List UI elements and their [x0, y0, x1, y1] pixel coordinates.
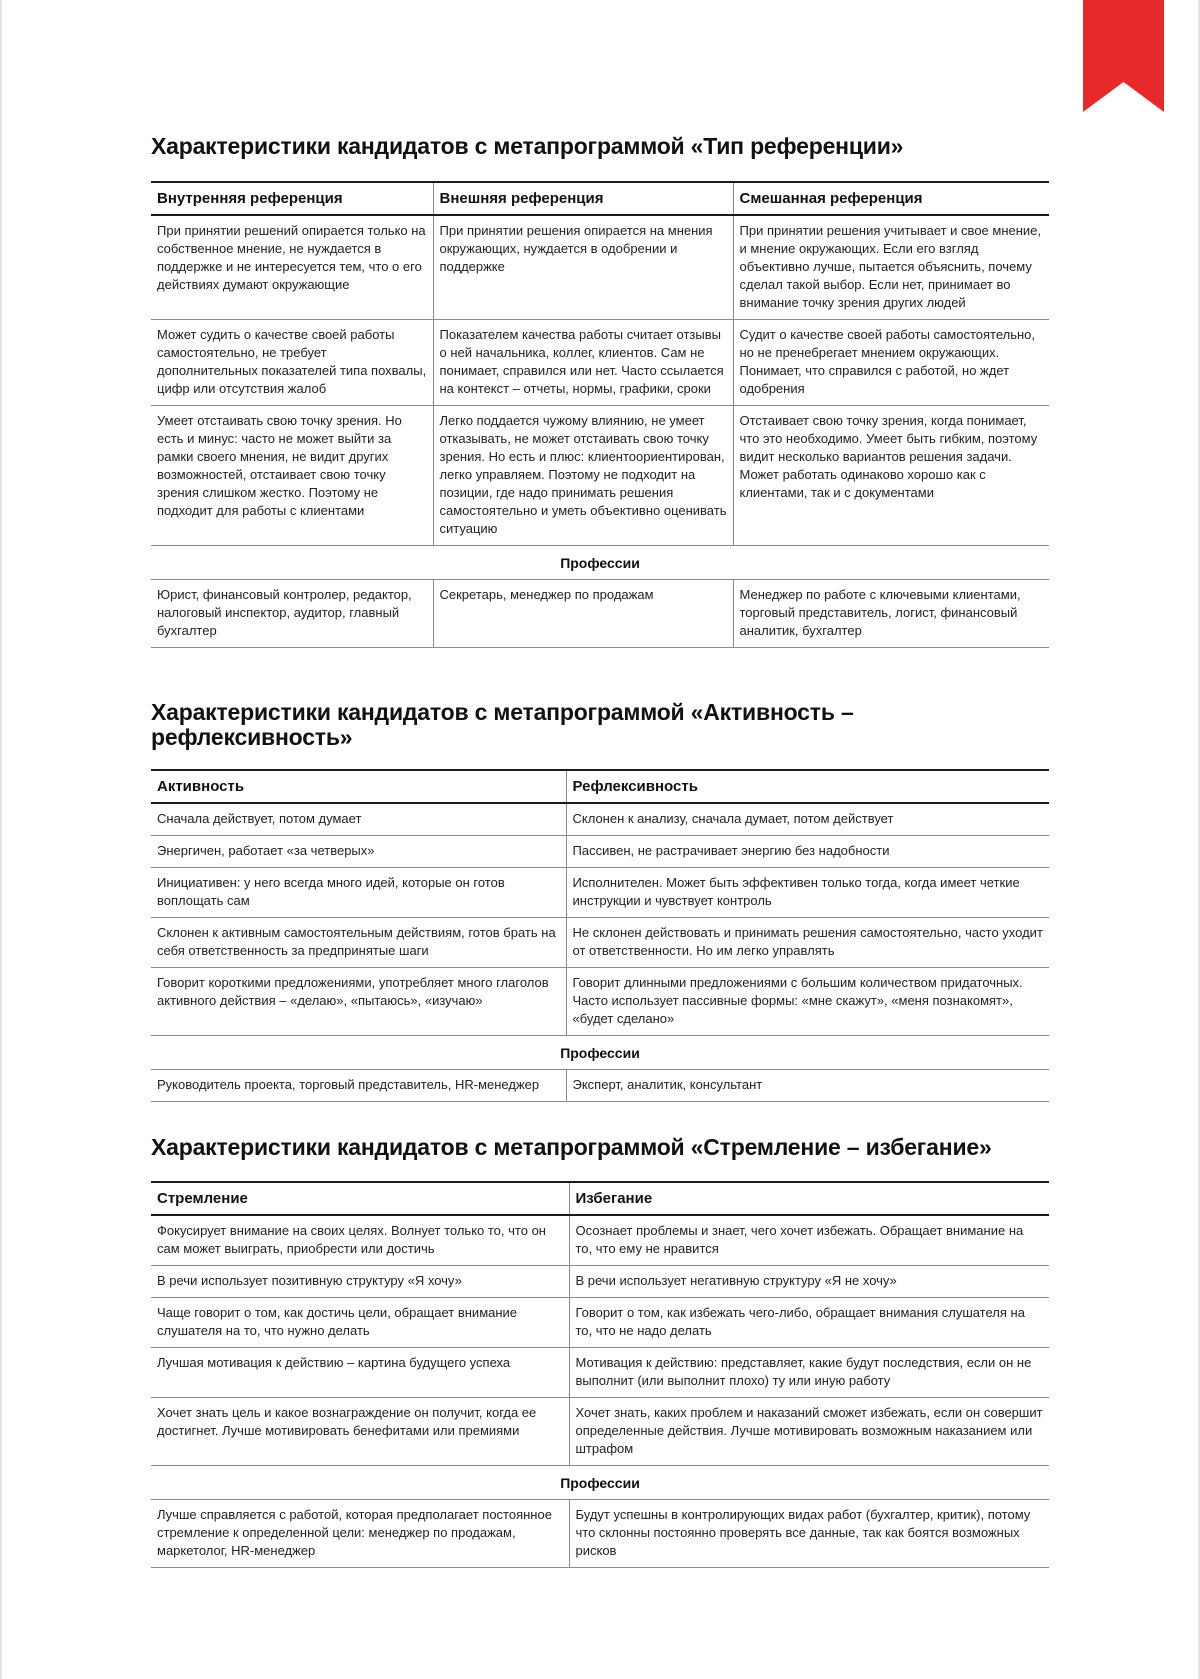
professions-row: [151, 1070, 1049, 1102]
table-cell: Говорит о том, как избежать чего-либо, обращает внимания слушателя на то, что не надо делать: [569, 1298, 1049, 1348]
table-cell: Лучшая мотивация к действию – картина будущего успеха: [151, 1348, 569, 1398]
table-row: [151, 406, 1049, 546]
professions-cell: Эксперт, аналитик, консультант: [566, 1070, 1049, 1102]
professions-cell: Лучше справляется с работой, которая предполагает постоянное стремление к определенной цели: менеджер по продажам, маркетолог, HR-менеджер: [151, 1500, 569, 1568]
professions-label: Профессии: [151, 1466, 1049, 1500]
table-reference-type: [151, 181, 1049, 648]
table-cell: Исполнителен. Может быть эффективен только тогда, когда имеет четкие инструкции и чувствует контроль: [566, 868, 1049, 918]
table-cell: При принятии решений опирается только на собственное мнение, не нуждается в поддержке и не интересуется тем, что о его действиях думают окружающие: [151, 215, 433, 320]
table-activity-reflexivity: [151, 769, 1049, 1102]
table-row: [151, 918, 1049, 968]
column-header-activity: Активность: [151, 770, 566, 803]
professions-label: Профессии: [151, 546, 1049, 580]
professions-row: [151, 1500, 1049, 1568]
column-header-mixed: Смешанная референция: [733, 182, 1049, 215]
table-row: [151, 1298, 1049, 1348]
section-title-activity-reflexivity: Характеристики кандидатов с метапрограммой «Активность – рефлексивность»: [151, 699, 854, 750]
table-striving-avoidance: [151, 1181, 1049, 1568]
table-cell: Хочет знать цель и какое вознаграждение он получит, когда ее достигнет. Лучше мотивировать бенефитами или премиями: [151, 1398, 569, 1466]
professions-cell: Руководитель проекта, торговый представитель, HR-менеджер: [151, 1070, 566, 1102]
table-cell: Говорит короткими предложениями, употребляет много глаголов активного действия – «делаю», «пытаюсь», «изучаю»: [151, 968, 566, 1036]
table-row: [151, 968, 1049, 1036]
table-row: [151, 868, 1049, 918]
professions-cell: Юрист, финансовый контролер, редактор, налоговый инспектор, аудитор, главный бухгалтер: [151, 580, 433, 648]
table-header-row: [151, 770, 1049, 803]
table-cell: В речи использует негативную структуру «Я не хочу»: [569, 1266, 1049, 1298]
table-cell: Отстаивает свою точку зрения, когда понимает, что это необходимо. Умеет быть гибким, поэтому видит несколько вариантов решения задачи. Может работать одинаково хорошо как с клиентами, так и с документами: [733, 406, 1049, 546]
table-cell: Чаще говорит о том, как достичь цели, обращает внимание слушателя на то, что нужно делать: [151, 1298, 569, 1348]
table-row: [151, 1215, 1049, 1266]
table-header-row: [151, 182, 1049, 215]
professions-row: [151, 580, 1049, 648]
table-row: [151, 215, 1049, 320]
table-row: [151, 836, 1049, 868]
column-header-striving: Стремление: [151, 1182, 569, 1215]
page-left-edge: [0, 0, 2, 1679]
column-header-avoidance: Избегание: [569, 1182, 1049, 1215]
table-row: [151, 803, 1049, 836]
professions-label-row: [151, 546, 1049, 580]
table-cell: Сначала действует, потом думает: [151, 803, 566, 836]
section-title-reference-type: Характеристики кандидатов с метапрограммой «Тип референции»: [151, 133, 904, 159]
table-row: [151, 1348, 1049, 1398]
table-cell: Судит о качестве своей работы самостоятельно, но не пренебрегает мнением окружающих. Понимает, что справился с работой, но ждет одобрения: [733, 320, 1049, 406]
column-header-internal: Внутренняя референция: [151, 182, 433, 215]
table-cell: Легко поддается чужому влиянию, не умеет отказывать, не может отстаивать свою точку зрения. Но есть и плюс: клиентоориентирован, легко управляем. Поэтому не подходит на позиции, где надо принимать решения самостоятельно и уметь объективно оценивать ситуацию: [433, 406, 733, 546]
table-cell: Осознает проблемы и знает, чего хочет избежать. Обращает внимание на то, что ему не нравится: [569, 1215, 1049, 1266]
table-cell: Может судить о качестве своей работы самостоятельно, не требует дополнительных показателей типа похвалы, цифр или отсутствия жалоб: [151, 320, 433, 406]
table-cell: Фокусирует внимание на своих целях. Волнует только то, что он сам может выиграть, приобрести или достичь: [151, 1215, 569, 1266]
table-row: [151, 1266, 1049, 1298]
table-cell: Мотивация к действию: представляет, какие будут последствия, если он не выполнит (или выполнит плохо) ту или иную работу: [569, 1348, 1049, 1398]
table-cell: Инициативен: у него всегда много идей, которые он готов воплощать сам: [151, 868, 566, 918]
table-cell: Склонен к анализу, сначала думает, потом действует: [566, 803, 1049, 836]
table-row: [151, 320, 1049, 406]
professions-label-row: [151, 1466, 1049, 1500]
column-header-reflexivity: Рефлексивность: [566, 770, 1049, 803]
table-cell: При принятии решения опирается на мнения окружающих, нуждается в одобрении и поддержке: [433, 215, 733, 320]
section-title-striving-avoidance: Характеристики кандидатов с метапрограммой «Стремление – избегание»: [151, 1134, 992, 1160]
professions-cell: Менеджер по работе с ключевыми клиентами, торговый представитель, логист, финансовый аналитик, бухгалтер: [733, 580, 1049, 648]
professions-cell: Будут успешны в контролирующих видах работ (бухгалтер, критик), потому что склонны постоянно проверять все данные, так как боятся возможных рисков: [569, 1500, 1049, 1568]
table-cell: Склонен к активным самостоятельным действиям, готов брать на себя ответственность за предпринятые шаги: [151, 918, 566, 968]
table-cell: Энергичен, работает «за четверых»: [151, 836, 566, 868]
table-cell: Хочет знать, каких проблем и наказаний сможет избежать, если он совершит определенные действия. Лучше мотивировать возможным наказанием или штрафом: [569, 1398, 1049, 1466]
bookmark-ribbon-icon: [1083, 0, 1164, 112]
table-cell: Показателем качества работы считает отзывы о ней начальника, коллег, клиентов. Сам не понимает, справился или нет. Часто ссылается на контекст – отчеты, нормы, графики, сроки: [433, 320, 733, 406]
table-cell: Умеет отстаивать свою точку зрения. Но есть и минус: часто не может выйти за рамки своего мнения, не видит других возможностей, отстаивает свою точку зрения слишком жестко. Поэтому не подходит для работы с клиентами: [151, 406, 433, 546]
table-row: [151, 1398, 1049, 1466]
table-header-row: [151, 1182, 1049, 1215]
table-cell: Говорит длинными предложениями с большим количеством придаточных. Часто использует пассивные формы: «мне скажут», «меня познакомят», «будет сделано»: [566, 968, 1049, 1036]
table-cell: Не склонен действовать и принимать решения самостоятельно, часто уходит от ответственности. Но им легко управлять: [566, 918, 1049, 968]
table-cell: В речи использует позитивную структуру «Я хочу»: [151, 1266, 569, 1298]
professions-label: Профессии: [151, 1036, 1049, 1070]
professions-cell: Секретарь, менеджер по продажам: [433, 580, 733, 648]
column-header-external: Внешняя референция: [433, 182, 733, 215]
table-cell: Пассивен, не растрачивает энергию без надобности: [566, 836, 1049, 868]
table-cell: При принятии решения учитывает и свое мнение, и мнение окружающих. Если его взгляд объективно лучше, пытается объяснить, почему сделал такой выбор. Если нет, принимает во внимание точку зрения других людей: [733, 215, 1049, 320]
professions-label-row: [151, 1036, 1049, 1070]
